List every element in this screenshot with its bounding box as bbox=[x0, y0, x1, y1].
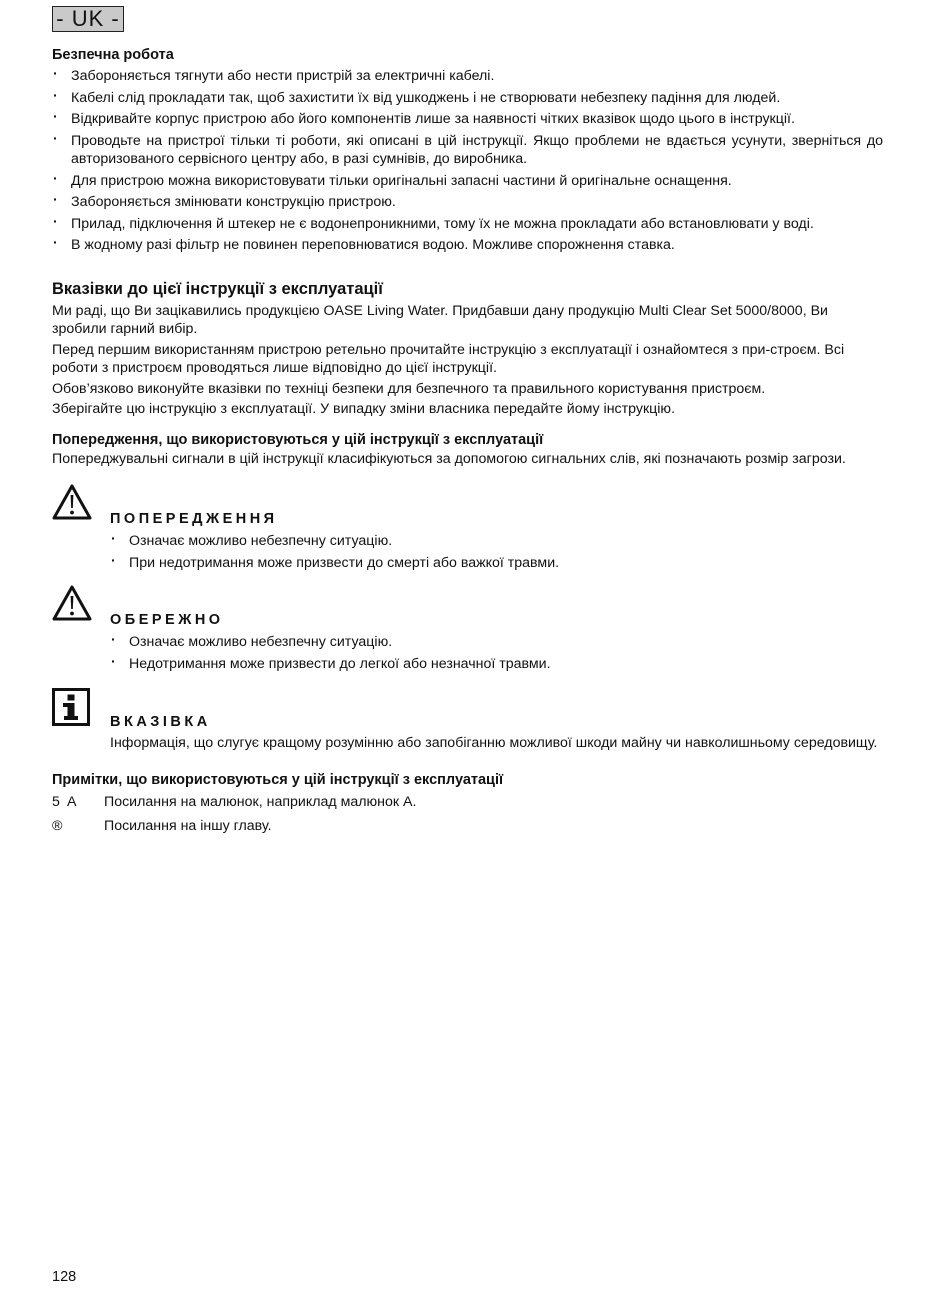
caution-triangle-icon bbox=[52, 585, 92, 621]
caution-signal-list bbox=[110, 633, 883, 673]
list-item: · При недотримання може призвести до смерті або важкої травми. bbox=[110, 554, 883, 573]
remark-text: Посилання на іншу главу. bbox=[104, 818, 272, 834]
caution-signal-title: ОБЕРЕЖНО bbox=[110, 612, 224, 628]
remark-row bbox=[52, 793, 883, 812]
warnings-used-text: Попереджувальні сигнали в цій інструкції класифікуються за допомогою сигнальних слів, які позначають розмір загрози. bbox=[52, 450, 846, 467]
page-content bbox=[52, 46, 883, 842]
list-item: · Недотримання може призвести до легкої або незначної травми. bbox=[110, 655, 883, 674]
list-item: · Кабелі слід прокладати так, щоб захистити їх від ушкоджень і не створювати небезпеку падіння для людей. bbox=[52, 89, 883, 108]
warning-signal-block bbox=[52, 484, 883, 572]
list-item: · Для пристрою можна використовувати тільки оригінальні запасні частини й оригінальне оснащення. bbox=[52, 172, 883, 191]
manual-notes-title: Вказівки до цієї інструкції з експлуатації bbox=[52, 279, 383, 298]
warning-signal-title: ПОПЕРЕДЖЕННЯ bbox=[110, 511, 278, 527]
safe-operation-section bbox=[52, 46, 883, 255]
list-item: · Забороняється тягнути або нести пристрій за електричні кабелі. bbox=[52, 67, 883, 86]
paragraph: Зберігайте цю інструкцію з експлуатації. У випадку зміни власника передайте йому інструкцію. bbox=[52, 401, 676, 417]
manual-notes-section bbox=[52, 279, 883, 419]
list-item: · Означає можливо небезпечну ситуацію. bbox=[110, 532, 883, 551]
list-item: · Забороняється змінювати конструкцію пристрою. bbox=[52, 193, 883, 212]
note-signal-text: Інформація, що слугує кращому розумінню або запобіганню можливої шкоди майну чи навколишньому середовищу. bbox=[110, 735, 878, 751]
list-item: · Прилад, підключення й штекер не є водонепроникними, тому їх не можна прокладати або встановлювати у воді. bbox=[52, 215, 883, 234]
info-icon bbox=[52, 688, 90, 726]
note-signal-title: ВКАЗІВКА bbox=[110, 714, 211, 730]
remark-text: Посилання на малюнок, наприклад малюнок А. bbox=[104, 793, 417, 810]
list-item: · Відкривайте корпус пристрою або його компонентів лише за наявності чітких вказівок щодо цього в інструкції. bbox=[52, 110, 883, 129]
remark-symbol: ® bbox=[52, 818, 63, 834]
safe-operation-title: Безпечна робота bbox=[52, 47, 174, 63]
safe-operation-list bbox=[52, 67, 883, 255]
note-signal-block bbox=[52, 688, 883, 753]
remarks-title: Примітки, що використовуються у цій інструкції з експлуатації bbox=[52, 771, 504, 788]
caution-signal-block bbox=[52, 585, 883, 673]
remarks-section bbox=[52, 771, 883, 836]
paragraph: Перед першим використанням пристрою ретельно прочитайте інструкцію з експлуатації і ознайомтеся з при-строєм. Всі роботи з пристроєм проводяться лише відповідно до цієї інструкції. bbox=[52, 341, 845, 376]
language-tag: - UK - bbox=[52, 6, 124, 32]
list-item: · В жодному разі фільтр не повинен переповнюватися водою. Можливе спорожнення ставка. bbox=[52, 236, 883, 255]
page-number: 128 bbox=[52, 1269, 77, 1285]
remark-row bbox=[52, 817, 883, 836]
warnings-used-title: Попередження, що використовуються у цій інструкції з експлуатації bbox=[52, 431, 544, 448]
remark-symbol: 5 A bbox=[52, 793, 77, 810]
warnings-used-section bbox=[52, 431, 883, 469]
paragraph: Обов’язково виконуйте вказівки по техніці безпеки для безпечного та правильного користування пристроєм. bbox=[52, 380, 766, 397]
warning-signal-list bbox=[110, 532, 883, 572]
warning-triangle-icon bbox=[52, 484, 92, 520]
list-item: · Означає можливо небезпечну ситуацію. bbox=[110, 633, 883, 652]
paragraph: Ми раді, що Ви зацікавились продукцією OASE Living Water. Придбавши дану продукцію Multi Clear Set 5000/8000, Ви зробили гарний вибір. bbox=[52, 302, 828, 337]
list-item: · Проводьте на пристрої тільки ті роботи, які описані в цій інструкції. Якщо проблеми не вдається усунути, зверніться до авторизованого сервісного центру або, в разі сумнівів, до виробника. bbox=[52, 132, 883, 169]
